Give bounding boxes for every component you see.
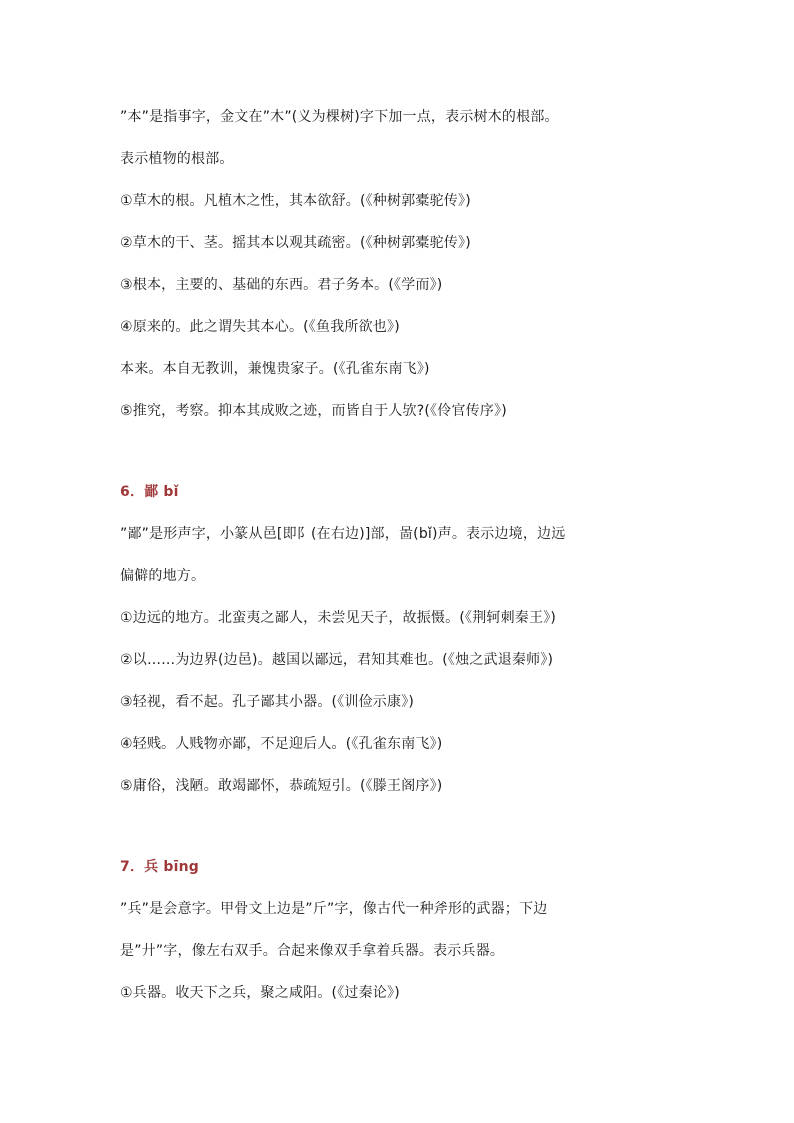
definition-line: ④轻贱。人贱物亦鄙，不足迎后人。(《孔雀东南飞》) (120, 736, 443, 752)
definition-line: ⑤庸俗，浅陋。敢竭鄙怀，恭疏短引。(《滕王阁序》) (120, 778, 443, 794)
paragraph: 表示植物的根部。 (120, 151, 234, 167)
paragraph: ”兵”是会意字。甲骨文上边是”斤”字，像古代一种斧形的武器；下边 (120, 901, 548, 917)
definition-line: ③根本，主要的、基础的东西。君子务本。(《学而》) (120, 277, 443, 293)
definition-line: 本来。本自无教训，兼愧贵家子。(《孔雀东南飞》) (120, 361, 430, 377)
paragraph: ”鄙”是形声字，小篆从邑[即阝(在右边)]部，啚(bǐ)声。表示边境，边远 (120, 526, 566, 542)
section-heading: 7．兵 bīng (120, 859, 200, 875)
definition-line: ⑤推究，考察。抑本其成败之迹，而皆自于人欤?(《伶官传序》) (120, 403, 507, 419)
paragraph: ”本”是指事字，金文在”木”(义为棵树)字下加一点，表示树木的根部。 (120, 109, 559, 125)
paragraph: 偏僻的地方。 (120, 568, 206, 584)
definition-line: ①边远的地方。北蛮夷之鄙人，未尝见天子，故振慑。(《荆轲刺秦王》) (120, 610, 557, 626)
definition-line: ①兵器。收天下之兵，聚之咸阳。(《过秦论》) (120, 985, 400, 1001)
definition-line: ④原来的。此之谓失其本心。(《鱼我所欲也》) (120, 319, 400, 335)
definition-line: ③轻视，看不起。孔子鄙其小器。(《训俭示康》) (120, 694, 415, 710)
definition-line: ②草木的干、茎。摇其本以观其疏密。(《种树郭橐驼传》) (120, 235, 471, 251)
definition-line: ①草木的根。凡植木之性，其本欲舒。(《种树郭橐驼传》) (120, 193, 471, 209)
definition-line: ②以……为边界(边邑)。越国以鄙远，君知其难也。(《烛之武退秦师》) (120, 652, 554, 668)
section-heading: 6．鄙 bǐ (120, 484, 179, 500)
paragraph: 是”廾”字，像左右双手。合起来像双手拿着兵器。表示兵器。 (120, 943, 505, 959)
